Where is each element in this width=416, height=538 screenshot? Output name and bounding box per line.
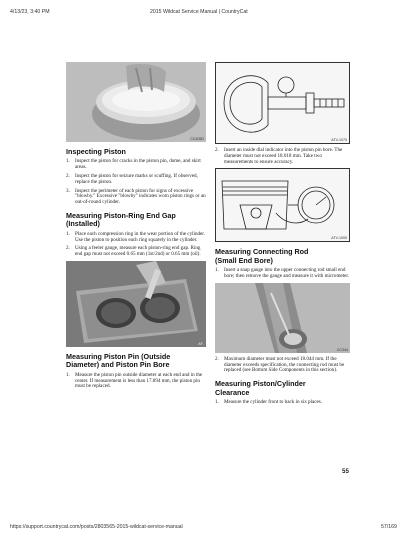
figure-piston-photo xyxy=(66,62,206,142)
list-item: 1. Inspect the piston for cracks in the piston pin, dome, and skirt areas. xyxy=(66,158,201,171)
list-item: 3. Inspect the perimeter of each piston for signs of excessive "blowby." Excessive "blowby" indicates worn piston rings or an out-of-round cylinder. xyxy=(66,187,206,206)
cylinder-block-illustration xyxy=(66,261,206,347)
figure-id: ATV-1005 xyxy=(331,236,347,241)
page-number: 55 xyxy=(342,468,349,475)
list-item: 2. Maximum diameter must not exceed 18.044 mm. If the diameter exceeds specification, the connecting rod must be replaced (see Bottom Side Components in this section). xyxy=(215,355,345,374)
figure-id: ATV-1070 xyxy=(331,138,347,142)
figure-cylinder-block-photo xyxy=(66,261,206,347)
list-item: 1. Place each compression ring in the wear portion of the cylinder. Use the piston to position each ring squarely in the cylinder. xyxy=(66,230,205,243)
section-title-inspecting-piston: Inspecting Piston xyxy=(66,147,126,156)
list-item: 2. Insert an inside dial indicator into the piston pin bore. The diameter must not exceed 18.018 mm. Take two measurements to ensure accuracy. xyxy=(215,147,343,165)
print-page-count: 57/169 xyxy=(381,524,397,530)
figure-id: AF- xyxy=(198,341,204,346)
print-page-title: 2015 Wildcat Service Manual | CountryCat xyxy=(150,9,248,15)
section-title-connecting-rod: Measuring Connecting Rod (Small End Bore) xyxy=(215,247,309,265)
right-column xyxy=(215,62,350,409)
bore-gauge-illustration xyxy=(216,63,350,144)
steps-bore-gauge xyxy=(215,148,350,165)
steps-ring-end-gap xyxy=(66,232,206,258)
section-title-piston-cylinder-clearance: Measuring Piston/Cylinder Clearance xyxy=(215,379,306,397)
steps-max-diameter xyxy=(215,357,350,374)
list-item: 1. Measure the piston pin outside diameter at each end and in the center. If measurement is less than 17.894 mm, the piston pin must be replaced. xyxy=(66,371,203,390)
piston-photo-illustration xyxy=(66,62,206,142)
print-datetime: 4/13/23, 3:40 PM xyxy=(10,9,50,15)
section-title-ring-end-gap: Measuring Piston-Ring End Gap (Installed) xyxy=(66,210,176,229)
print-url: https://support.countrycat.com/posts/2803565-2015-wildcat-service-manual xyxy=(10,524,183,530)
piston-dial-illustration xyxy=(216,169,350,242)
steps-connecting-rod xyxy=(215,268,350,280)
figure-snap-gauge-photo xyxy=(215,283,350,353)
list-item: 1. Measure the cylinder front to back in six places. xyxy=(215,399,323,405)
figure-id: CC405D xyxy=(190,137,204,141)
snap-gauge-illustration xyxy=(215,283,350,353)
section-title-piston-pin: Measuring Piston Pin (Outside Diameter) and Piston Pin Bore xyxy=(66,351,171,370)
figure-bore-gauge-drawing xyxy=(215,62,350,144)
figure-id: CC344 xyxy=(336,347,348,352)
left-column xyxy=(66,62,206,393)
steps-piston-pin xyxy=(66,373,206,390)
list-item: 1. Insert a snap gauge into the upper connecting rod small end bore; then remove the gauge and measure it with micrometer. xyxy=(215,267,350,279)
steps-inspecting-piston xyxy=(66,159,206,206)
figure-piston-dial-drawing xyxy=(215,168,350,242)
list-item: 2. Using a feeler gauge, measure each piston-ring end gap. Ring end gap must not exceed 0.65 mm (1st/2nd) or 0.65 mm (oil). xyxy=(66,245,201,258)
list-item: 2. Inspect the piston for seizure marks or scuffing. If observed, replace the piston. xyxy=(66,173,198,185)
steps-piston-cylinder-clearance xyxy=(215,400,350,406)
